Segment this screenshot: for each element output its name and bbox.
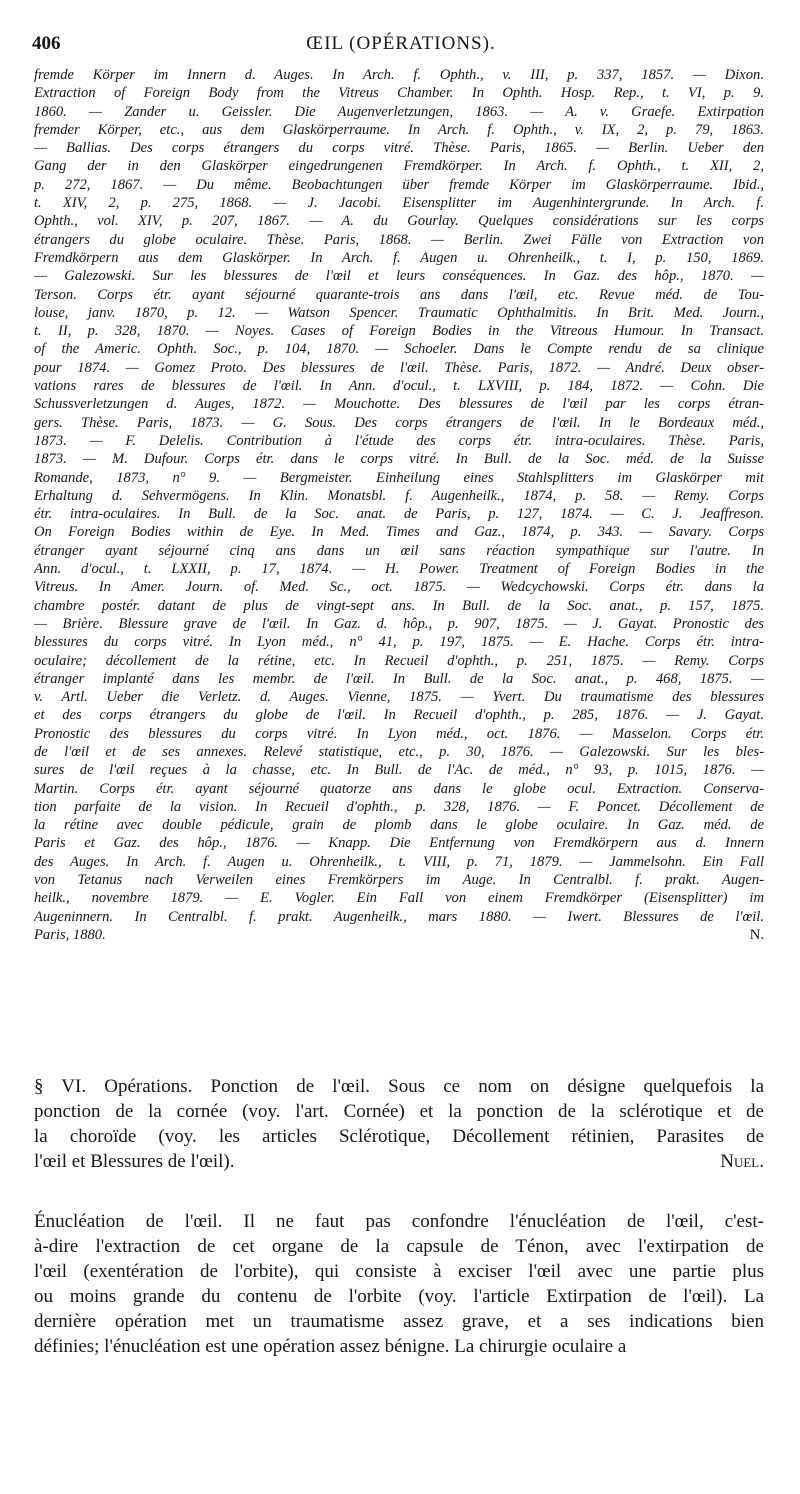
bibliography-line-text: fremde Körper im Innern d. Auges. In Arch. f. Ophth., v. III, p. 337, 1857. — Dixon. [34,67,764,83]
enucleation-line-text: Énucléation de l'œil. Il ne faut pas confondre l'énucléation de l'œil, c'est- [34,1211,764,1232]
running-title: ŒIL (OPÉRATIONS). [306,33,496,54]
bibliography-line-text: vations rares de blessures de l'œil. In Ann. d'ocul., t. LXVIII, p. 184, 1872. — Cohn. Die [34,378,764,395]
bibliography-line-text: étranger ayant séjourné cinq ans dans un œil sans réaction sympathique sur l'autre. In [34,542,764,559]
bibliography-line [34,505,764,523]
bibliography-line [34,688,764,706]
enucleation-line [34,1259,764,1284]
enucleation-line [34,1334,764,1359]
bibliography-line [34,780,764,798]
bibliography-block [34,66,764,944]
bibliography-line [34,725,764,743]
bibliography-line-text: oculaire; décollement de la rétine, etc. In Recueil d'ophth., p. 251, 1875. — Remy. Corps [34,652,764,669]
bibliography-line [34,231,764,249]
bibliography-line [34,798,764,816]
section-vi-line [34,1074,764,1099]
bibliography-line-text: la rétine avec double pédicule, grain de plomb dans le globe oculaire. In Gaz. méd. de [34,817,764,834]
bibliography-line-text: heilk., novembre 1879. — E. Vogler. Ein Fall von einem Fremdkörper (Eisensplitter) im [34,890,764,907]
bibliography-line-text: v. Artl. Ueber die Verletz. d. Auges. Vienne, 1875. — Yvert. Du traumatisme des blessures [34,689,764,706]
bibliography-line [34,249,764,267]
section-vi-line [34,1124,764,1149]
bibliography-line-text: louse, janv. 1870, p. 12. — Watson Spencer. Traumatic Ophthalmitis. In Brit. Med. Journ., [34,304,764,321]
bibliography-line-text: Martin. Corps étr. ayant séjourné quatorze ans dans le globe ocul. Extraction. Conserva- [34,780,764,797]
bibliography-line-text: p. 272, 1867. — Du même. Beobachtungen über fremde Körper im Glaskörperraume. Ibid., [34,176,764,193]
bibliography-line-text: étranger implanté dans les membr. de l'œil. In Bull. de la Soc. anat., p. 468, 1875. — [34,670,764,687]
bibliography-line-text: étr. intra-oculaires. In Bull. de la Soc. anat. de Paris, p. 127, 1874. — C. J. Jeaffreson. [34,506,764,523]
bibliography-line [34,359,764,377]
author-signature: Nuel. [720,1151,764,1172]
bibliography-line [34,267,764,285]
enucleation-line [34,1209,764,1234]
bibliography-line-text: Schussverletzungen d. Auges, 1872. — Mouchotte. Des blessures de l'œil par les corps étran- [34,396,764,413]
bibliography-line [34,542,764,560]
bibliography-line-text: t. II, p. 328, 1870. — Noyes. Cases of Foreign Bodies in the Vitreous Humour. In Transact. [34,323,764,340]
bibliography-line [34,597,764,615]
bibliography-line [34,523,764,541]
bibliography-line-text: étrangers du globe oculaire. Thèse. Paris, 1868. — Berlin. Zwei Fälle von Extraction von [34,231,764,248]
bibliography-line-text: et des corps étrangers du globe de l'œil. In Recueil d'ophth., p. 285, 1876. — J. Gayat. [34,707,764,724]
bibliography-line [34,286,764,304]
bibliography-line-text: 1873. — M. Dufour. Corps étr. dans le corps vitré. In Bull. de la Soc. méd. de la Suisse [34,451,764,468]
bibliography-line-text: Ophth., vol. XIV, p. 207, 1867. — A. du Gourlay. Quelques considérations sur les corps [34,213,764,230]
bibliography-line [34,432,764,450]
bibliography-line-text: Vitreus. In Amer. Journ. of. Med. Sc., oct. 1875. — Wedcychowski. Corps étr. dans la [34,579,764,596]
bibliography-line-text: 1860. — Zander u. Geissler. Die Augenverletzungen, 1863. — A. v. Graefe. Extirpation [34,103,764,120]
bibliography-line [34,66,764,84]
section-vi-line-text: la choroïde (voy. les articles Sclérotique, Décollement rétinien, Parasites de [34,1126,764,1147]
bibliography-line [34,615,764,633]
section-vi-line-text: ponction de la cornée (voy. l'art. Cornée) et la ponction de la sclérotique et de [34,1101,764,1122]
bibliography-line [34,103,764,121]
bibliography-line-text: gers. Thèse. Paris, 1873. — G. Sous. Des corps étrangers de l'œil. In le Bordeaux méd., [34,414,764,431]
bibliography-line [34,761,764,779]
enucleation-line [34,1284,764,1309]
bibliography-line [34,395,764,413]
author-signature: N. [749,926,764,943]
bibliography-line-text: Terson. Corps étr. ayant séjourné quarante-trois ans dans l'œil, etc. Revue méd. de Tou- [34,286,764,303]
enucleation-line [34,1234,764,1259]
bibliography-line [34,633,764,651]
section-vi-line [34,1099,764,1124]
enucleation-line-text: l'œil (exentération de l'orbite), qui consiste à exciser l'œil avec une partie plus [34,1261,764,1282]
bibliography-line [34,194,764,212]
section-vi-operations [34,1074,764,1174]
bibliography-line [34,487,764,505]
enucleation-line-text: définies; l'énucléation est une opération assez bénigne. La chirurgie oculaire a [34,1336,627,1357]
bibliography-line-text: Extraction of Foreign Body from the Vitreus Chamber. In Ophth. Hosp. Rep., t. VI, p. 9. [34,85,764,102]
page-header [32,33,770,59]
bibliography-line-text: sures de l'œil reçues à la chasse, etc. In Bull. de l'Ac. de méd., n° 93, p. 1015, 1876. — [34,762,764,779]
bibliography-line-text: — Ballias. Des corps étrangers du corps vitré. Thèse. Paris, 1865. — Berlin. Ueber den [34,140,764,157]
enucleation-line-text: ou moins grande du contenu de l'orbite (voy. l'article Extirpation de l'œil). La [34,1286,764,1307]
bibliography-line [34,157,764,175]
enucleation-line [34,1309,764,1334]
bibliography-line-text: Paris, 1880. [34,926,106,943]
bibliography-line [34,706,764,724]
bibliography-line-text: Erhaltung d. Sehvermögens. In Klin. Monatsbl. f. Augenheilk., 1874, p. 58. — Remy. Corps [34,487,764,504]
bibliography-line [34,322,764,340]
bibliography-line-text: Pronostic des blessures du corps vitré. In Lyon méd., oct. 1876. — Masselon. Corps étr. [34,725,764,742]
bibliography-line-text: On Foreign Bodies within de Eye. In Med. Times and Gaz., 1874, p. 343. — Savary. Corps [34,524,764,541]
bibliography-line [34,212,764,230]
bibliography-line [34,578,764,596]
bibliography-line [34,670,764,688]
bibliography-line-text: des Auges. In Arch. f. Augen u. Ohrenheilk., t. VIII, p. 71, 1879. — Jammelsohn. Ein Fall [34,853,764,870]
bibliography-line [34,450,764,468]
bibliography-line-text: Romande, 1873, n° 9. — Bergmeister. Einheilung eines Stahlsplitters im Glaskörper mit [34,469,764,486]
bibliography-line-text: de l'œil et de ses annexes. Relevé statistique, etc., p. 30, 1876. — Galezowski. Sur les bles- [34,743,764,760]
bibliography-line-text: chambre postér. datant de plus de vingt-sept ans. In Bull. de la Soc. anat., p. 157, 1875. [34,597,764,614]
bibliography-line [34,834,764,852]
bibliography-line [34,340,764,358]
bibliography-line [34,652,764,670]
bibliography-line [34,414,764,432]
bibliography-line-text: Ann. d'ocul., t. LXXII, p. 17, 1874. — H. Power. Treatment of Foreign Bodies in the [34,561,764,578]
bibliography-line-text: Gang der in den Glaskörper eingedrungenen Fremdkörper. In Arch. f. Ophth., t. XII, 2, [34,158,764,175]
bibliography-line [34,176,764,194]
bibliography-line-text: — Galezowski. Sur les blessures de l'œil et leurs conséquences. In Gaz. des hôp., 1870. — [34,268,764,285]
bibliography-line [34,926,764,944]
section-vi-line-text: l'œil et Blessures de l'œil). [34,1151,235,1172]
section-vi-line [34,1149,764,1174]
bibliography-line [34,469,764,487]
bibliography-line [34,121,764,139]
bibliography-line-text: blessures du corps vitré. In Lyon méd., n° 41, p. 197, 1875. — E. Hache. Corps étr. intra- [34,634,764,651]
bibliography-line-text: tion parfaite de la vision. In Recueil d'ophth., p. 328, 1876. — F. Poncet. Décollement de [34,798,764,815]
enucleation-line-text: dernière opération met un traumatisme assez grave, et a ses indications bien [34,1311,764,1332]
bibliography-line [34,84,764,102]
bibliography-line [34,377,764,395]
page-number: 406 [32,33,61,54]
bibliography-line [34,871,764,889]
enucleation-line-text: à-dire l'extraction de cet organe de la capsule de Ténon, avec l'extirpation de [34,1236,764,1257]
enucleation-paragraph [34,1209,764,1359]
section-vi-line-text: § VI. Opérations. Ponction de l'œil. Sous ce nom on désigne quelquefois la [34,1076,764,1097]
bibliography-line [34,908,764,926]
bibliography-line [34,304,764,322]
bibliography-line-text: Augeninnern. In Centralbl. f. prakt. Augenheilk., mars 1880. — Iwert. Blessures de l'œil. [34,908,764,925]
bibliography-line-text: Fremdkörpern aus dem Glaskörper. In Arch. f. Augen u. Ohrenheilk., t. I, p. 150, 1869. [34,249,764,266]
bibliography-line [34,743,764,761]
bibliography-line-text: pour 1874. — Gomez Proto. Des blessures de l'œil. Thèse. Paris, 1872. — André. Deux obser- [34,359,764,376]
bibliography-line [34,560,764,578]
bibliography-line [34,889,764,907]
bibliography-line-text: Paris et Gaz. des hôp., 1876. — Knapp. Die Entfernung von Fremdkörpern aus d. Innern [34,835,764,852]
bibliography-line [34,853,764,871]
bibliography-line-text: — Brière. Blessure grave de l'œil. In Gaz. d. hôp., p. 907, 1875. — J. Gayat. Pronostic des [34,615,764,632]
bibliography-line-text: t. XIV, 2, p. 275, 1868. — J. Jacobi. Eisensplitter im Augenhintergrunde. In Arch. f. [34,195,764,212]
bibliography-line-text: fremder Körper, etc., aus dem Glaskörperraume. In Arch. f. Ophth., v. IX, 2, p. 79, 1863. [34,121,764,138]
bibliography-line-text: of the Americ. Ophth. Soc., p. 104, 1870. — Schoeler. Dans le Compte rendu de sa clinique [34,341,764,358]
bibliography-line [34,139,764,157]
bibliography-line [34,816,764,834]
bibliography-line-text: 1873. — F. Delelis. Contribution à l'étude des corps étr. intra-oculaires. Thèse. Paris, [34,432,764,449]
bibliography-line-text: von Tetanus nach Verweilen eines Fremkörpers im Auge. In Centralbl. f. prakt. Augen- [34,872,764,889]
